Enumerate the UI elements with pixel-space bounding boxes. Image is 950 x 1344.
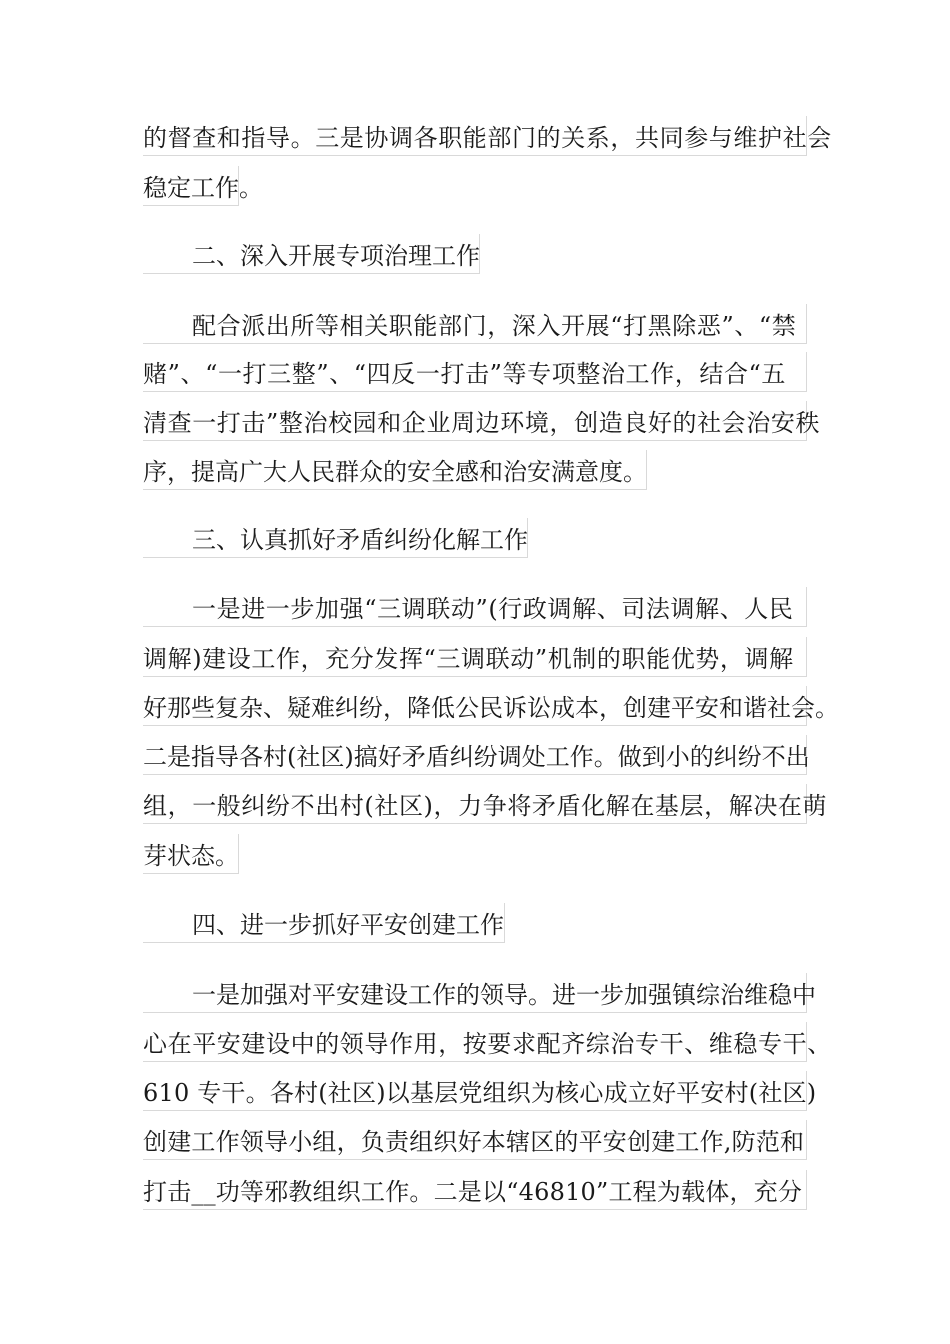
paragraph-line: 清查一打击”整治校园和企业周边环境，创造良好的社会治安秩 <box>143 401 807 441</box>
paragraph-line: 610 专干。各村(社区)以基层党组织为核心成立好平安村(社区) <box>143 1071 807 1111</box>
paragraph-line: 序，提高广大人民群众的安全感和治安满意度。 <box>143 450 647 490</box>
paragraph-line: 一是加强对平安建设工作的领导。进一步加强镇综治维稳中 <box>143 973 807 1013</box>
paragraph-line: 打击__功等邪教组织工作。二是以“46810”工程为载体，充分 <box>143 1170 807 1210</box>
paragraph-line: 好那些复杂、疑难纠纷，降低公民诉讼成本，创建平安和谐社会。 <box>143 686 807 726</box>
paragraph-line: 创建工作领导小组，负责组织好本辖区的平安创建工作,防范和 <box>143 1120 807 1160</box>
section-heading: 二、深入开展专项治理工作 <box>143 234 480 274</box>
paragraph-line: 调解)建设工作，充分发挥“三调联动”机制的职能优势，调解 <box>143 637 807 677</box>
paragraph-line: 赌”、“一打三整”、“四反一打击”等专项整治工作，结合“五 <box>143 352 807 392</box>
paragraph-line: 稳定工作。 <box>143 166 239 206</box>
paragraph-line: 一是进一步加强“三调联动”(行政调解、司法调解、人民 <box>143 587 807 627</box>
section-heading: 四、进一步抓好平安创建工作 <box>143 903 505 943</box>
paragraph-line: 配合派出所等相关职能部门，深入开展“打黑除恶”、“禁 <box>143 304 807 344</box>
paragraph-line: 心在平安建设中的领导作用，按要求配齐综治专干、维稳专干、 <box>143 1022 807 1062</box>
paragraph-line: 组，一般纠纷不出村(社区)，力争将矛盾化解在基层，解决在萌 <box>143 784 807 824</box>
paragraph-line: 芽状态。 <box>143 834 239 874</box>
paragraph-line: 的督查和指导。三是协调各职能部门的关系，共同参与维护社会 <box>143 116 807 156</box>
section-heading: 三、认真抓好矛盾纠纷化解工作 <box>143 518 528 558</box>
paragraph-line: 二是指导各村(社区)搞好矛盾纠纷调处工作。做到小的纠纷不出 <box>143 735 807 775</box>
